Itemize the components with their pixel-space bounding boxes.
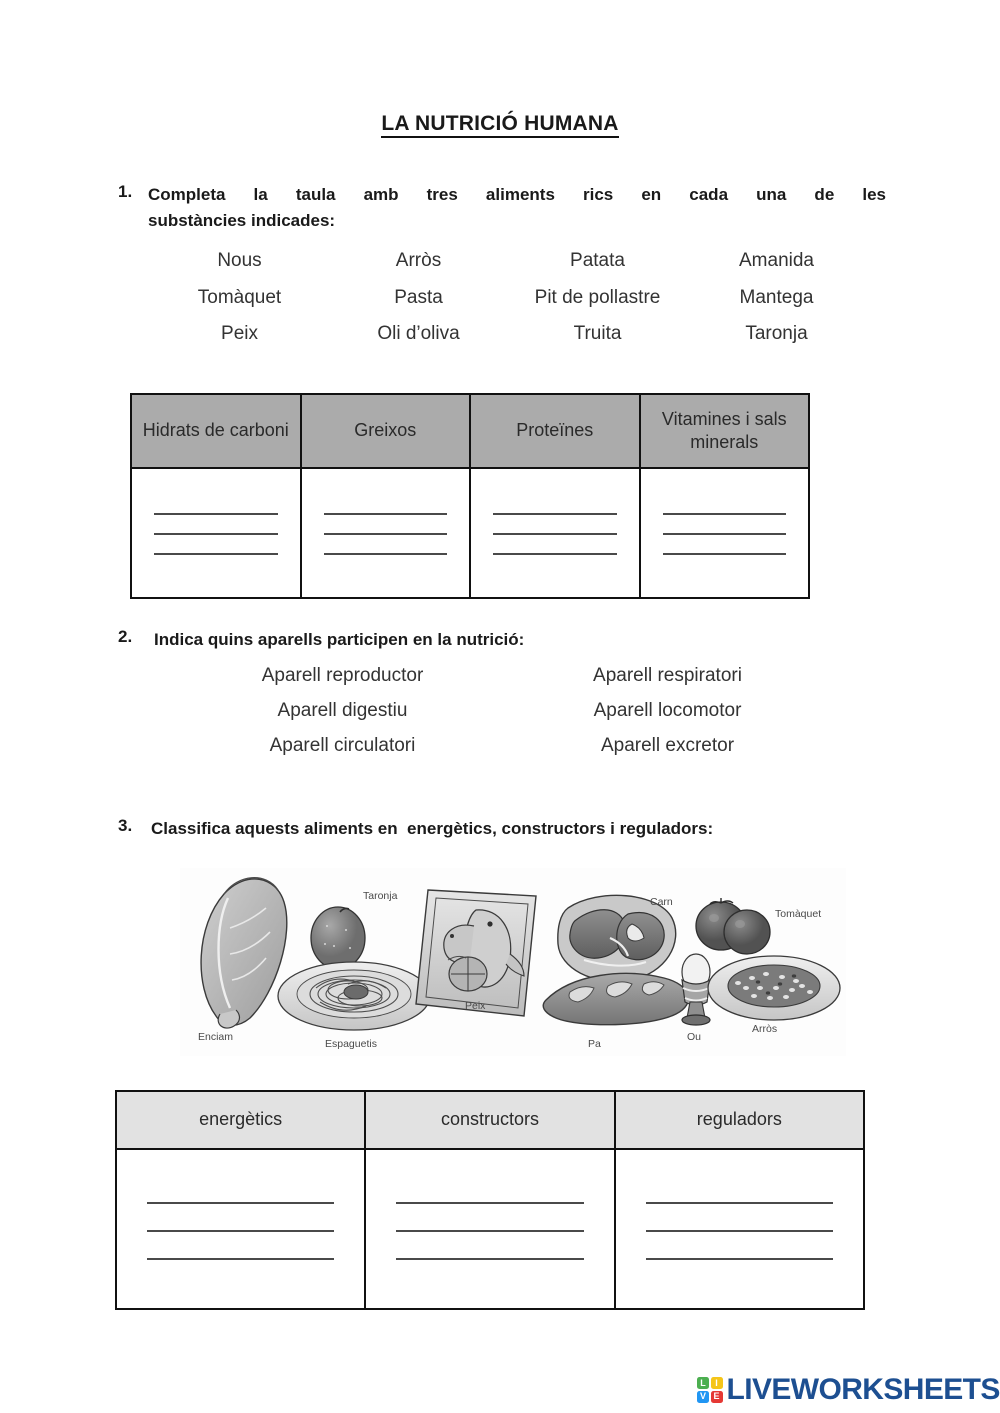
answer-cell-hidrats[interactable] xyxy=(131,468,301,598)
bread-drawing xyxy=(543,973,688,1024)
answer-line[interactable] xyxy=(154,533,278,535)
fish-drawing xyxy=(416,890,536,1016)
nutrients-table xyxy=(130,393,810,599)
answer-cell-reguladors[interactable] xyxy=(615,1149,864,1309)
answer-line[interactable] xyxy=(154,553,278,555)
column-header-constructors: constructors xyxy=(365,1091,614,1149)
question-1-line-2: substàncies indicades: xyxy=(148,211,336,231)
answer-line[interactable] xyxy=(646,1202,833,1204)
food-illustration xyxy=(180,868,846,1056)
logo-tile-v: V xyxy=(697,1391,709,1403)
answer-cell-proteines[interactable] xyxy=(470,468,640,598)
column-header-proteines: Proteïnes xyxy=(470,394,640,468)
column-header-reguladors: reguladors xyxy=(615,1091,864,1149)
word-bank-item: Oli d’oliva xyxy=(377,323,460,345)
liveworksheets-logo-text: LIVEWORKSHEETS xyxy=(726,1373,1000,1406)
page-title xyxy=(0,112,1000,136)
food-label-pa: Pa xyxy=(588,1038,601,1050)
answer-line[interactable] xyxy=(324,513,448,515)
food-label-tomaquet: Tomàquet xyxy=(775,908,822,920)
logo-tile-e: E xyxy=(711,1391,723,1403)
word-bank-item: Patata xyxy=(570,250,625,271)
food-label-carn: Carn xyxy=(650,896,673,908)
word-bank-item: Amanida xyxy=(739,250,814,271)
question-1-line-1: Completa la taula amb tres aliments rics en cada una de les xyxy=(148,185,886,204)
answer-line[interactable] xyxy=(493,553,617,555)
word-bank xyxy=(150,249,866,347)
food-label-enciam: Enciam xyxy=(198,1031,234,1043)
word-bank-item: Nous xyxy=(217,250,262,271)
answer-line[interactable] xyxy=(154,513,278,515)
apparatus-option[interactable]: Aparell respiratori xyxy=(593,665,742,686)
apparatus-option[interactable]: Aparell digestiu xyxy=(277,700,408,721)
table-answer-row xyxy=(116,1149,864,1309)
rice-drawing xyxy=(708,956,840,1020)
apparatus-option[interactable]: Aparell reproductor xyxy=(261,665,424,686)
answer-line[interactable] xyxy=(324,553,448,555)
table-answer-row xyxy=(131,468,809,598)
meat-drawing xyxy=(558,895,676,981)
answer-line[interactable] xyxy=(663,553,787,555)
question-2 xyxy=(118,627,524,653)
word-bank-item: Pasta xyxy=(394,286,443,308)
word-bank-item: Peix xyxy=(221,323,258,345)
answer-line[interactable] xyxy=(147,1258,334,1260)
liveworksheets-logo-icon xyxy=(697,1377,723,1403)
question-1 xyxy=(118,182,886,235)
question-1-text xyxy=(148,182,886,235)
food-illustration-drawing xyxy=(180,868,846,1056)
answer-line[interactable] xyxy=(493,513,617,515)
logo-tile-l: L xyxy=(697,1377,709,1389)
answer-line[interactable] xyxy=(493,533,617,535)
question-2-number: 2. xyxy=(118,627,133,646)
word-bank-item: Tomàquet xyxy=(197,286,282,308)
answer-line[interactable] xyxy=(396,1230,583,1232)
spaghetti-drawing xyxy=(278,962,430,1030)
answer-line[interactable] xyxy=(646,1230,833,1232)
apparatus-options xyxy=(180,665,830,757)
answer-line[interactable] xyxy=(646,1258,833,1260)
liveworksheets-logo[interactable] xyxy=(697,1374,1000,1406)
column-header-hidrats: Hidrats de carboni xyxy=(131,394,301,468)
apparatus-option[interactable]: Aparell locomotor xyxy=(593,700,742,721)
food-label-ou: Ou xyxy=(687,1031,702,1043)
word-bank-item: Taronja xyxy=(745,323,808,345)
column-header-greixos: Greixos xyxy=(301,394,471,468)
question-1-number: 1. xyxy=(118,182,133,201)
classification-table xyxy=(115,1090,865,1310)
word-bank-item: Pit de pollastre xyxy=(534,286,661,308)
answer-line[interactable] xyxy=(663,533,787,535)
apparatus-option[interactable]: Aparell circulatori xyxy=(269,735,416,756)
answer-line[interactable] xyxy=(396,1202,583,1204)
question-2-text: Indica quins aparells participen en la nutrició: xyxy=(154,630,525,649)
food-label-taronja: Taronja xyxy=(363,890,398,902)
question-3-number: 3. xyxy=(118,816,133,835)
answer-line[interactable] xyxy=(663,513,787,515)
food-label-peix: Peix xyxy=(465,1000,486,1012)
word-bank-item: Arròs xyxy=(395,250,442,271)
egg-drawing xyxy=(682,954,710,1025)
column-header-vitamines: Vitamines i sals minerals xyxy=(640,394,810,468)
answer-line[interactable] xyxy=(147,1230,334,1232)
orange-drawing xyxy=(311,907,365,969)
table-header-row xyxy=(131,394,809,468)
food-label-arros: Arròs xyxy=(752,1023,778,1035)
food-label-espaguetis: Espaguetis xyxy=(325,1038,377,1050)
answer-cell-constructors[interactable] xyxy=(365,1149,614,1309)
column-header-energetics: energètics xyxy=(116,1091,365,1149)
table-header-row xyxy=(116,1091,864,1149)
word-bank-item: Mantega xyxy=(739,286,814,308)
answer-cell-greixos[interactable] xyxy=(301,468,471,598)
answer-cell-energetics[interactable] xyxy=(116,1149,365,1309)
answer-cell-vitamines[interactable] xyxy=(640,468,810,598)
answer-line[interactable] xyxy=(324,533,448,535)
question-3-text: Classifica aquests aliments en energètics, constructors i reguladors: xyxy=(151,819,714,838)
logo-tile-i: I xyxy=(711,1377,723,1389)
question-3 xyxy=(118,816,713,842)
apparatus-option[interactable]: Aparell excretor xyxy=(600,735,735,756)
tomato-drawing xyxy=(696,898,770,954)
lettuce-drawing xyxy=(201,878,287,1028)
word-bank-item: Truita xyxy=(573,323,622,345)
answer-line[interactable] xyxy=(396,1258,583,1260)
page-title-text: LA NUTRICIÓ HUMANA xyxy=(381,112,618,138)
answer-line[interactable] xyxy=(147,1202,334,1204)
